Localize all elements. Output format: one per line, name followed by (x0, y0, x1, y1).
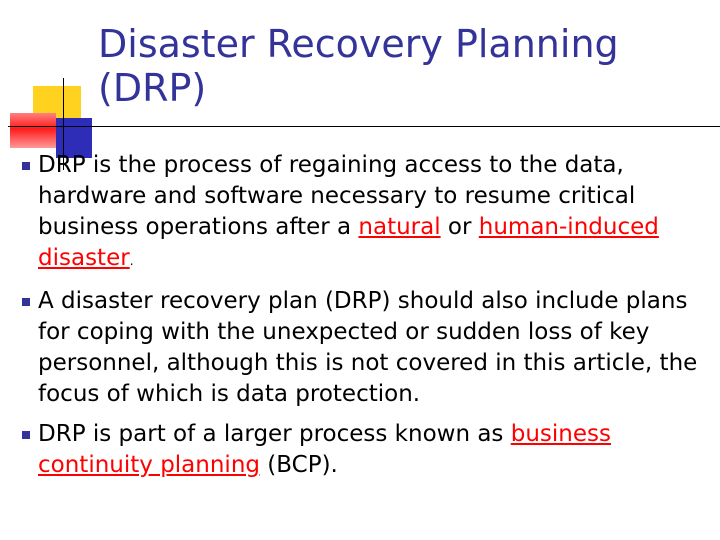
bullet-marker-icon (14, 150, 38, 277)
bullet-list (14, 150, 704, 490)
slide-title: Disaster Recovery Planning (DRP) (98, 22, 619, 110)
bullet-text: A disaster recovery plan (DRP) should also include plans for coping with the unexpected or sudden loss of key personnel, although this is not covered in this article, the focus of which is data protection. (38, 288, 698, 407)
link-human-induced-disaster[interactable]: human-induced disaster (38, 214, 659, 271)
decor-red-square (10, 113, 56, 148)
link-business-continuity-planning[interactable]: business continuity planning (38, 421, 611, 478)
decor-horizontal-line (8, 126, 720, 127)
bullet-item (14, 419, 704, 481)
bullet-text: DRP is the process of regaining access to the data, hardware and software necessary to resume critical business operations after a natural or human-induced disaster. (38, 152, 659, 271)
bullet-text: DRP is part of a larger process known as business continuity planning (BCP). (38, 421, 611, 478)
bullet-item (14, 150, 704, 277)
link-natural[interactable]: natural (358, 214, 441, 240)
bullet-marker-icon (14, 286, 38, 410)
bullet-marker-icon (14, 419, 38, 481)
bullet-item (14, 286, 704, 410)
